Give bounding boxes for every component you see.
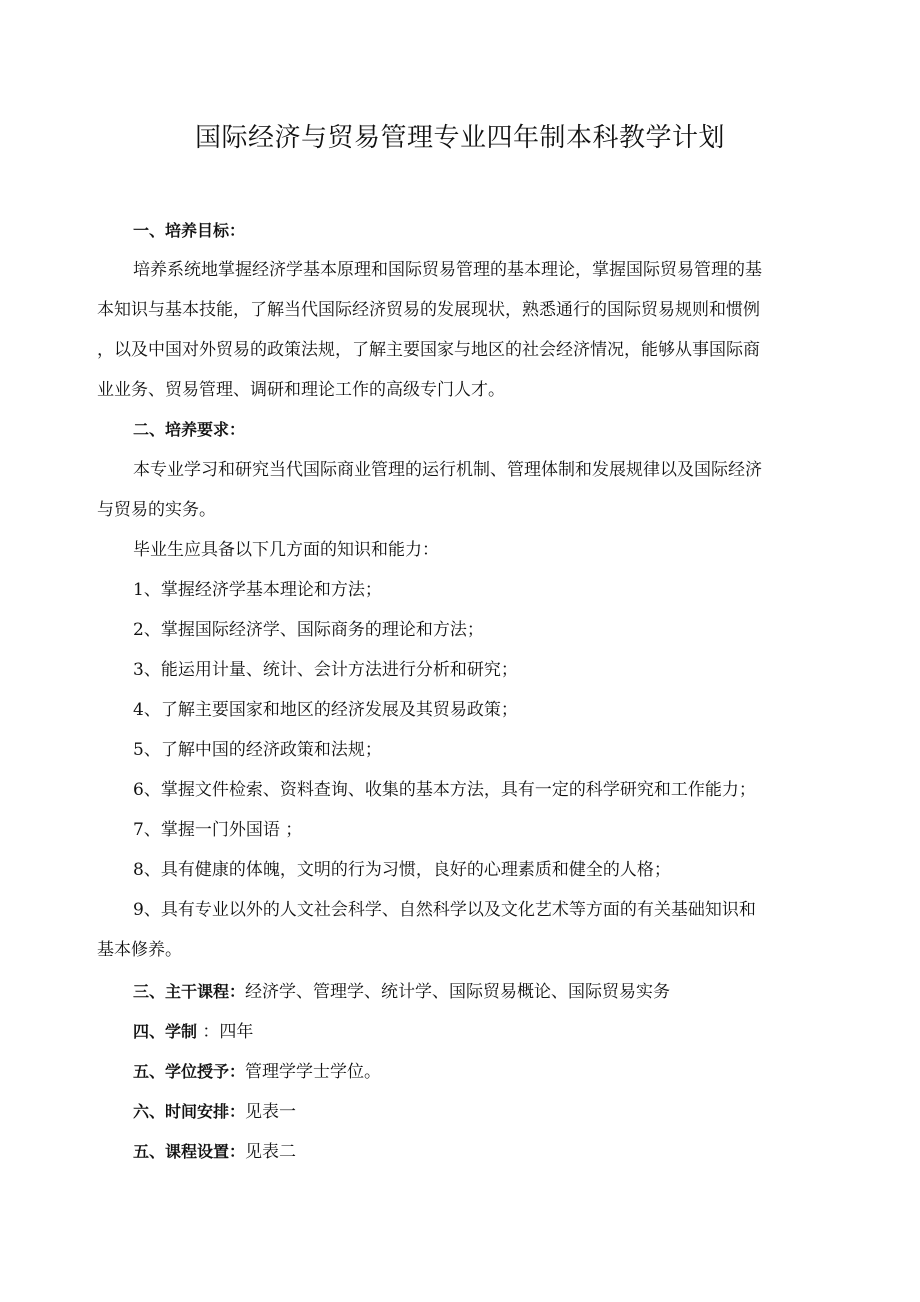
ability-item: 2、掌握国际经济学、国际商务的理论和方法； [133,620,484,640]
ability-item: 8、具有健康的体魄，文明的行为习惯，良好的心理素质和健全的人格； [133,860,671,880]
page-title: 国际经济与贸易管理专业四年制本科教学计划 [194,123,725,153]
section-heading-requirements: 二、培养要求： [133,420,246,439]
ability-item-continuation: 基本修养。 [97,940,182,960]
main-courses-row [133,980,670,1004]
goal-line: 本知识与基本技能，了解当代国际经济贸易的发展现状，熟悉通行的国际贸易规则和惯例 [97,300,760,320]
requirements-line: 本专业学习和研究当代国际商业管理的运行机制、管理体制和发展规律以及国际经济 [133,460,762,480]
duration-value: ：四年 [197,1022,254,1042]
courses-row [133,1140,296,1164]
abilities-intro: 毕业生应具备以下几方面的知识和能力： [133,540,439,560]
ability-item: 3、能运用计量、统计、会计方法进行分析和研究； [133,660,518,680]
ability-item: 1、掌握经济学基本理论和方法； [133,580,382,600]
duration-label: 四、学制 [133,1022,198,1041]
goal-line: 业业务、贸易管理、调研和理论工作的高级专门人才。 [97,380,505,400]
schedule-row [133,1100,296,1124]
section-heading-goal: 一、培养目标： [133,221,246,240]
ability-item: 4、了解主要国家和地区的经济发展及其贸易政策； [133,700,518,720]
duration-row [133,1020,253,1044]
goal-line: ，以及中国对外贸易的政策法规，了解主要国家与地区的社会经济情况，能够从事国际商 [97,340,760,360]
main-courses-label: 三、主干课程： [133,982,246,1001]
degree-label: 五、学位授予： [133,1062,246,1081]
schedule-label: 六、时间安排： [133,1102,246,1121]
goal-line: 培养系统地掌握经济学基本原理和国际贸易管理的基本理论，掌握国际贸易管理的基 [133,260,762,280]
courses-label: 五、课程设置： [133,1142,246,1161]
courses-value: 见表二 [245,1142,297,1162]
main-courses-value: 经济学、管理学、统计学、国际贸易概论、国际贸易实务 [245,982,671,1002]
degree-row [133,1060,381,1084]
ability-item: 6、掌握文件检索、资料查询、收集的基本方法，具有一定的科学研究和工作能力； [133,780,756,800]
degree-value: 管理学学士学位。 [245,1062,382,1082]
requirements-line: 与贸易的实务。 [97,500,216,520]
ability-item: 7、掌握一门外国语 ； [133,820,303,840]
schedule-value: 见表一 [245,1102,297,1122]
ability-item: 5、了解中国的经济政策和法规； [133,740,382,760]
ability-item: 9、具有专业以外的人文社会科学、自然科学以及文化艺术等方面的有关基础知识和 [133,900,756,920]
